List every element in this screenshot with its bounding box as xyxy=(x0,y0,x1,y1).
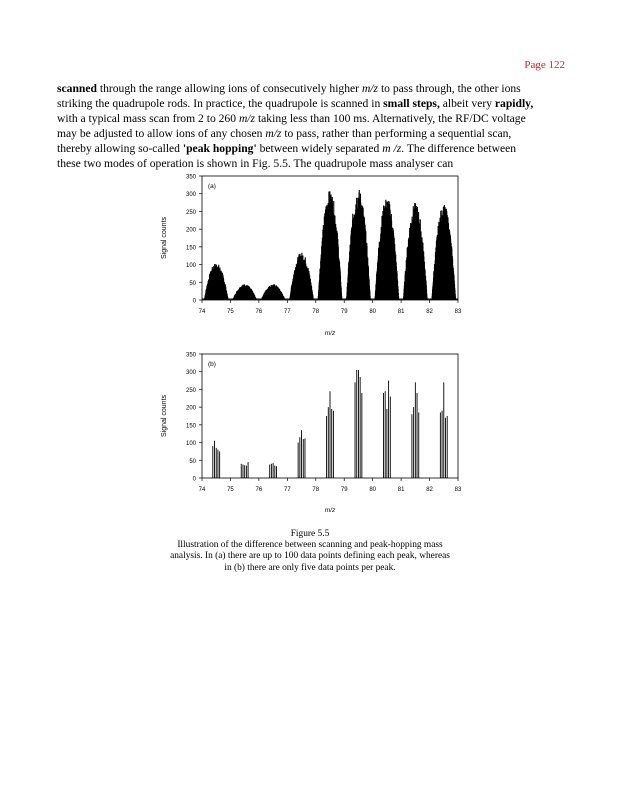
x-tick-label: 80 xyxy=(369,487,377,493)
x-tick-label: 77 xyxy=(283,309,291,315)
figure-caption xyxy=(130,529,490,574)
text-line-4 xyxy=(57,127,567,142)
italic-mz: m/z xyxy=(361,82,379,95)
italic-mz: m/z xyxy=(265,126,282,140)
bold-small-steps: small steps, xyxy=(383,96,440,110)
text-span: taking less than 100 ms. Alternatively, the RF/DC voltage xyxy=(255,111,526,125)
caption-line-1: Illustration of the difference between scanning and peak-hopping mass xyxy=(177,540,443,551)
x-tick-label: 82 xyxy=(426,487,433,493)
text-span: between widely separated xyxy=(256,141,383,155)
y-tick-label: 150 xyxy=(185,423,196,430)
caption-line-3: in (b) there are only five data points per peak. xyxy=(224,562,396,573)
page-number: Page 122 xyxy=(524,59,565,71)
y-tick-label: 250 xyxy=(185,387,196,394)
text-span: striking the quadrupole rods. In practice, the quadrupole is scanned in xyxy=(57,96,384,110)
text-line-1 xyxy=(57,82,567,97)
y-axis-label: Signal counts xyxy=(161,394,168,438)
y-tick-label: 100 xyxy=(185,441,196,448)
x-tick-label: 78 xyxy=(312,309,320,315)
bold-peak-hopping: 'peak hopping' xyxy=(182,141,257,155)
x-tick-label: 80 xyxy=(369,309,377,315)
x-tick-label: 79 xyxy=(340,309,348,315)
x-tick-label: 75 xyxy=(227,487,234,493)
x-tick-label: 74 xyxy=(198,487,206,493)
text-span: through the range allowing ions of consecutively higher xyxy=(96,82,362,95)
panel-label: (a) xyxy=(208,183,216,190)
y-tick-label: 200 xyxy=(185,405,196,412)
x-tick-label: 81 xyxy=(397,487,405,493)
x-tick-label: 81 xyxy=(397,309,405,315)
figure-5-5 xyxy=(150,168,470,528)
x-axis-label: m/z xyxy=(324,330,336,337)
bold-rapidly: rapidly, xyxy=(494,96,534,110)
text-span: albeit very xyxy=(439,96,495,110)
text-span: may be adjusted to allow ions of any chosen xyxy=(57,126,266,140)
x-tick-label: 74 xyxy=(198,309,206,315)
text-line-2 xyxy=(57,97,567,112)
x-tick-label: 78 xyxy=(312,487,320,493)
x-tick-label: 79 xyxy=(340,487,348,493)
caption-title: Figure 5.5 xyxy=(290,529,330,539)
x-axis-label: m/z xyxy=(324,507,336,514)
italic-mz: m/z xyxy=(238,111,256,125)
x-tick-label: 83 xyxy=(454,309,462,315)
text-line-3 xyxy=(57,112,567,127)
text-span: with a typical mass scan from 2 to 260 xyxy=(57,111,239,125)
y-tick-label: 250 xyxy=(185,209,196,216)
y-tick-label: 150 xyxy=(185,245,196,252)
y-tick-label: 350 xyxy=(185,174,196,181)
figure-svg xyxy=(150,168,470,528)
y-tick-label: 200 xyxy=(185,227,196,234)
text-span: . The difference between xyxy=(401,141,517,155)
x-tick-label: 77 xyxy=(283,487,291,493)
body-paragraph xyxy=(57,82,567,171)
y-tick-label: 100 xyxy=(185,263,196,270)
x-tick-label: 82 xyxy=(426,309,433,315)
text-span: these two modes of operation is shown in Fig. 5.5. The quadrupole mass analyser can xyxy=(57,156,454,170)
bold-scanned: scanned xyxy=(57,82,97,95)
y-axis-label: Signal counts xyxy=(161,216,168,260)
caption-line-2: analysis. In (a) there are up to 100 data points defining each peak, whereas xyxy=(170,551,450,562)
y-tick-label: 300 xyxy=(185,370,196,377)
y-tick-label: 300 xyxy=(185,192,196,199)
text-span: to pass, rather than performing a sequential scan, xyxy=(281,126,512,140)
panel-label: (b) xyxy=(208,361,216,368)
y-tick-label: 50 xyxy=(189,280,196,287)
italic-mz: m /z xyxy=(382,141,402,155)
x-tick-label: 83 xyxy=(454,487,462,493)
y-tick-label: 0 xyxy=(192,476,196,483)
y-tick-label: 50 xyxy=(189,458,196,465)
text-span: thereby allowing so-called xyxy=(57,141,183,155)
y-tick-label: 0 xyxy=(192,298,196,305)
text-line-5 xyxy=(57,142,567,157)
x-tick-label: 75 xyxy=(227,309,234,315)
x-tick-label: 76 xyxy=(255,487,263,493)
text-span: to pass through, the other ions xyxy=(378,82,521,95)
y-tick-label: 350 xyxy=(185,352,196,359)
x-tick-label: 76 xyxy=(255,309,263,315)
